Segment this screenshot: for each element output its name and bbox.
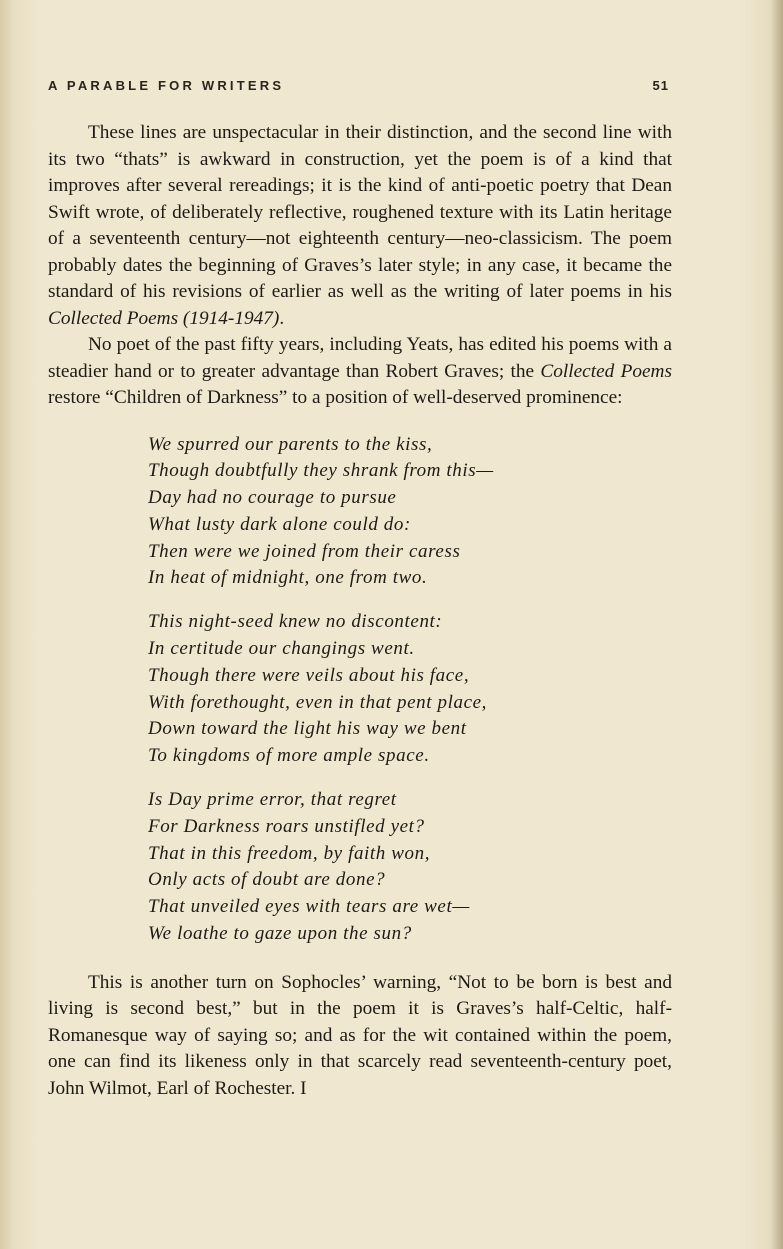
paragraph-2-before: No poet of the past fifty years, including Yeats, has edited his poems with a steadier hand or to greater advantage than Robert Graves; the — [48, 334, 672, 382]
poem-line: In certitude our changings went. — [148, 638, 415, 660]
poem-block — [148, 432, 672, 948]
poem-line: Down toward the light his way we bent — [148, 718, 467, 740]
paragraph-3: This is another turn on Sophocles’ warning, “Not to be born is best and living is second best,” but in the poem it is Graves’s half-Celtic, half-Romanesque way of saying so; and as for the wit contained within the poem, one can find its likeness only in that scarcely read seventeenth-century poet, John Wilmot, Earl of Rochester. I — [48, 971, 672, 1099]
poem-line: In heat of midnight, one from two. — [148, 567, 428, 589]
paragraph-2-after: restore “Children of Darkness” to a position of well-deserved prominence: — [48, 387, 623, 408]
poem-line: Though doubtfully they shrank from this— — [148, 460, 494, 482]
poem-line: Is Day prime error, that regret — [148, 789, 397, 811]
poem-stanza-3 — [148, 787, 672, 948]
poem-line: We spurred our parents to the kiss, — [148, 433, 433, 455]
poem-line: That unveiled eyes with tears are wet— — [148, 896, 470, 918]
poem-line: That in this freedom, by faith won, — [148, 842, 431, 864]
paragraph-1 — [48, 120, 672, 332]
poem-line: With forethought, even in that pent place, — [148, 691, 487, 713]
poem-line: This night-seed knew no discontent: — [148, 611, 443, 633]
poem-line: Then were we joined from their caress — [148, 540, 461, 562]
poem-line: Though there were veils about his face, — [148, 664, 470, 686]
book-title-collected-poems: Collected Poems — [540, 360, 672, 382]
paragraph-2 — [48, 332, 672, 412]
poem-line: To kingdoms of more ample space. — [148, 745, 430, 767]
book-title-collected-poems-dated: Collected Poems (1914-1947) — [48, 307, 280, 329]
poem-stanza-1 — [148, 432, 672, 593]
running-header — [48, 78, 669, 93]
poem-stanza-2 — [148, 609, 672, 770]
poem-line: For Darkness roars unstifled yet? — [148, 815, 425, 837]
page-body — [48, 120, 672, 1102]
poem-line: Only acts of doubt are done? — [148, 869, 386, 891]
poem-line: What lusty dark alone could do: — [148, 513, 411, 535]
page-number: 51 — [652, 78, 669, 93]
paragraph-1-text: These lines are unspectacular in their distinction, and the second line with its two “thats” is awkward in construction, yet the poem is of a kind that improves after several rereadings; it is the kind of anti-poetic poetry that Dean Swift wrote, of deliberately reflective, roughened texture with its Latin heritage of a seventeenth century—not eighteenth century—neo-classicism. The poem probably dates the beginning of Graves’s later style; in any case, it became the standard of his revisions of earlier as well as the writing of later poems in his — [48, 122, 672, 302]
paragraph-1-tail: . — [279, 307, 285, 329]
poem-line: Day had no courage to pursue — [148, 487, 397, 509]
running-title: A PARABLE FOR WRITERS — [48, 78, 285, 93]
poem-line: We loathe to gaze upon the sun? — [148, 923, 412, 945]
